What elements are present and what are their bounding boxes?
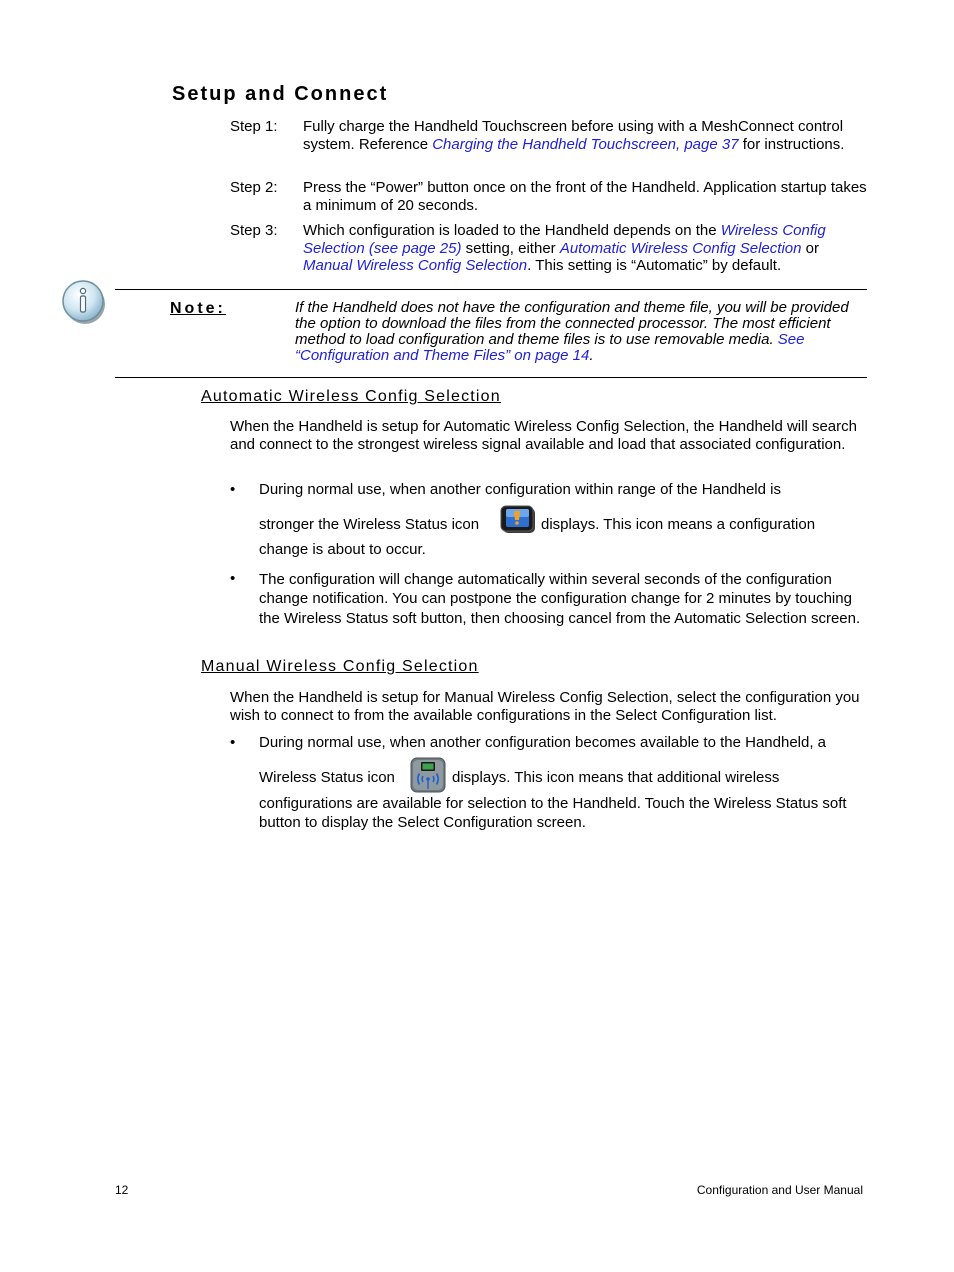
note-top-rule [115,289,867,290]
wireless-available-icon [410,757,446,793]
manual-bullet-1-line1: During normal use, when another configuration becomes available to the Handheld, a [259,734,827,751]
step-label: Step 2: [230,179,278,196]
step-label: Step 3: [230,222,278,239]
link-charging[interactable]: Charging the Handheld Touchscreen, page 37 [432,135,739,153]
auto-intro: When the Handheld is setup for Automatic Wireless Config Selection, the Handheld will search and connect to the strongest wireless signal available and load that associated configuration. [230,418,857,453]
link-config-theme-files[interactable]: See “Configuration and Theme Files” on page 14 [295,331,805,364]
note-label: Note: [170,300,226,317]
bullet-marker: • [230,570,236,587]
manual-bullet-1-line3: configurations are available for selection to the Handheld. Touch the Wireless Status soft button to display the Select Configuration screen. [259,795,847,832]
auto-bullet-2: The configuration will change automatically within several seconds of the configuration change notification. You can postpone the configuration change for 2 minutes by touching the Wireless Status soft button, then choosing cancel from the Automatic Selection screen. [259,571,861,627]
page-title: Setup and Connect [172,83,389,105]
manual-intro: When the Handheld is setup for Manual Wireless Config Selection, select the configuration you wish to connect to from the available configurations in the Select Configuration list. [230,689,860,724]
info-icon [60,279,106,325]
step-label: Step 1: [230,118,278,135]
wireless-change-icon [500,505,538,535]
auto-bullet-1-after-icon: displays. This icon means a configuration [541,516,816,533]
note-text: If the Handheld does not have the configuration and theme file, you will be provided the option to download the files from the connected processor. The most efficient method to load configuration and theme files is to use removable media. See “Configuration and Theme Files” on page 14. [295,299,849,364]
manual-bullet-1-after-icon: displays. This icon means that additional wireless [452,769,780,786]
step-text: Press the “Power” button once on the front of the Handheld. Application startup takes a minimum of 20 seconds. [303,179,867,214]
manual-bullet-1-line2: Wireless Status icon [259,769,395,786]
auto-bullet-1-line1: During normal use, when another configuration within range of the Handheld is [259,481,781,498]
auto-bullet-1-line2: stronger the Wireless Status icon [259,516,480,533]
auto-bullet-1-line3: change is about to occur. [259,541,426,558]
manual-section-heading: Manual Wireless Config Selection [201,658,479,675]
note-bottom-rule [115,377,867,378]
bullet-marker: • [230,734,236,751]
footer-title: Configuration and User Manual [696,1183,863,1197]
step-text: Which configuration is loaded to the Handheld depends on the Wireless Config Selection (see page 25) setting, either Automatic Wireless Config Selection or Manual Wireless Config Selection. This setting is “Automatic” by default. [303,222,826,274]
auto-section-heading: Automatic Wireless Config Selection [201,388,501,405]
link-manual-selection[interactable]: Manual Wireless Config Selection [303,257,528,274]
bullet-marker: • [230,481,236,498]
step-text: Fully charge the Handheld Touchscreen before using with a MeshConnect control system. Reference Charging the Handheld Touchscreen, page 37 for instructions. [303,118,845,153]
link-wireless-config-selection[interactable]: Wireless Config Selection (see page 25) [303,222,826,257]
page-number: 12 [115,1183,129,1197]
link-automatic-selection[interactable]: Automatic Wireless Config Selection [559,239,802,257]
